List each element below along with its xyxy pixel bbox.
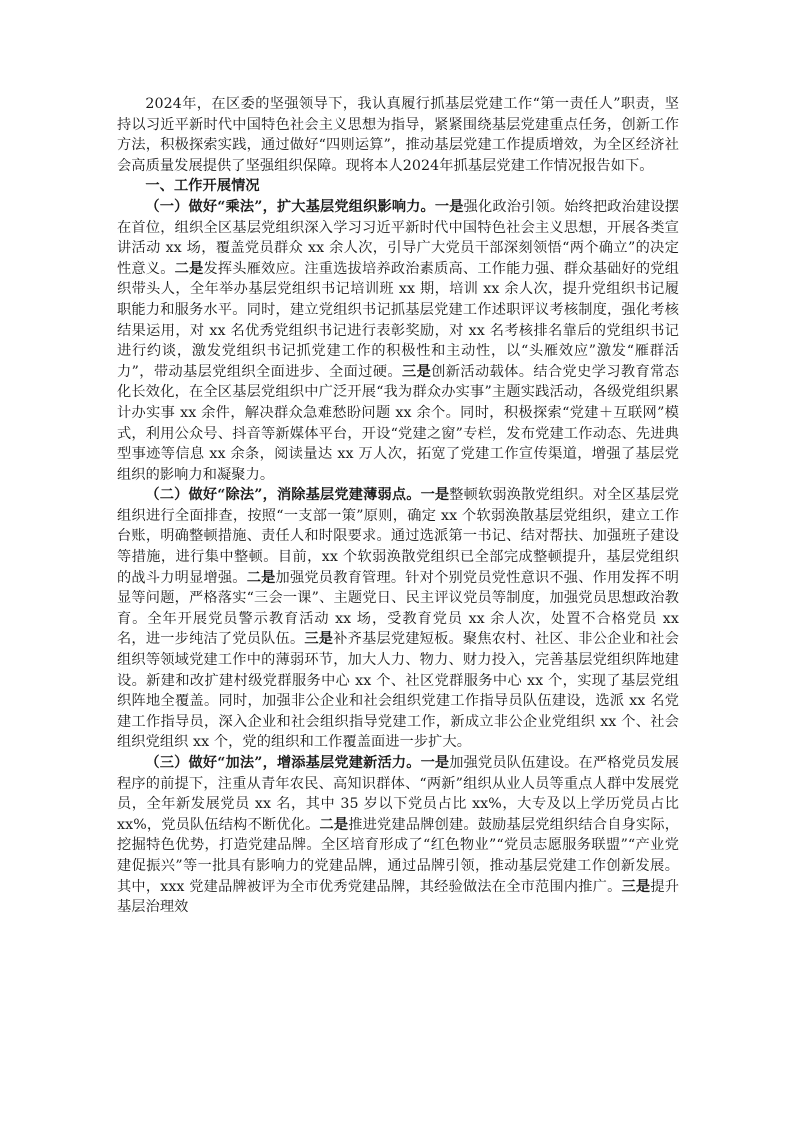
section-heading-work: 一、工作开展情况	[145, 178, 260, 195]
point-text: 加强党员队伍建设。在严格党员发展程序的前提下，注重从青年农民、高知识群体、“两新”组织从业人员等重点人群中发展党员，全年新发展党员 xx 名，其中 35 岁以下党员占比 xx%，大专及以上学历党员占比 xx%，党员队伍结构不断优化。	[117, 755, 680, 833]
paragraph-lead: （三）做好“加法”，增添基层党建新活力。	[145, 755, 421, 771]
paragraph-lead: （一）做好“乘法”，扩大基层党组织影响力。	[145, 198, 435, 215]
point-marker: 三是	[401, 363, 432, 380]
point-text: 提升基层治理效	[117, 878, 680, 916]
point-marker: 二是	[319, 816, 349, 833]
point-text: 加强党员教育管理。针对个别党员党性意识不强、作用发挥不明显等问题，严格落实“三会一课”、主题党日、民主评议党员等制度，加强党员思想政治教育。全年开展党员警示教育活动 xx 场，受教育党员 xx 余人次，处置不合格党员 xx 名，进一步纯洁了党员队伍。	[117, 569, 679, 648]
paragraph-multiplication	[117, 197, 679, 485]
point-marker: 三是	[621, 878, 651, 895]
point-marker: 三是	[304, 631, 334, 648]
point-text: 创新活动载体。结合党史学习教育常态化长效化，在全区基层党组织中广泛开展“我为群众办实事”主题实践活动，各级党组织累计办实事 xx 余件，解决群众急难愁盼问题 xx 余个。同时，积极探索“党建＋互联网”模式，利用公众号、抖音等新媒体平台，开设“党建之窗”专栏，发布党建工作动态、先进典型事迹等信息 xx 余条，阅读量达 xx 万人次，拓宽了党建工作宣传渠道，增强了基层党组织的影响力和凝聚力。	[117, 363, 680, 483]
point-text: 整顿软弱涣散党组织。对全区基层党组织进行全面排查，按照“一支部一策”原则，确定 xx 个软弱涣散基层党组织，建立工作台账，明确整顿措施、责任人和时限要求。通过选派第一书记、结对帮扶、加强班子建设等措施，进行集中整顿。目前，xx 个软弱涣散党组织已全部完成整顿提升，基层党组织的战斗力明显增强。	[117, 487, 680, 586]
document-page	[117, 94, 679, 918]
point-marker: 一是	[420, 487, 450, 504]
point-marker: 二是	[174, 260, 204, 277]
paragraph-lead: （二）做好“除法”，消除基层党建薄弱点。	[145, 487, 421, 504]
paragraph-division	[117, 485, 679, 753]
point-text: 发挥头雁效应。注重选拔培养政治素质高、工作能力强、群众基础好的党组织带头人，全年举办基层党组织书记培训班 xx 期，培训 xx 余人次，提升党组织书记履职能力和服务水平。同时，建立党组织书记抓基层党建工作述职评议考核制度，强化考核结果运用，对 xx 名优秀党组织书记进行表彰奖励，对 xx 名考核排名靠后的党组织书记进行约谈，激发党组织书记抓党建工作的积极性和主动性，以“头雁效应”激发“雁群活力”，带动基层党组织全面进步、全面过硬。	[117, 260, 679, 380]
point-text: 推进党建品牌创建。鼓励基层党组织结合自身实际，挖掘特色优势，打造党建品牌。全区培育形成了“红色物业”“党员志愿服务联盟”“产业党建促振兴”等一批具有影响力的党建品牌，通过品牌引领，推动基层党建工作创新发展。其中，xxx 党建品牌被评为全市优秀党建品牌，其经验做法在全市范围内推广。	[117, 816, 680, 895]
intro-paragraph: 2024年，在区委的坚强领导下，我认真履行抓基层党建工作“第一责任人”职责，坚持以习近平新时代中国特色社会主义思想为指导，紧紧围绕基层党建重点任务，创新工作方法，积极探索实践，通过做好“四则运算”，推动基层党建工作提质增效，为全区经济社会高质量发展提供了坚强组织保障。现将本人2024年抓基层党建工作情况报告如下。	[117, 96, 679, 174]
point-marker: 一是	[434, 198, 464, 215]
point-text: 补齐基层党建短板。聚焦农村、社区、非公企业和社会组织等领域党建工作中的薄弱环节，加大人力、物力、财力投入，完善基层党组织阵地建设。新建和改扩建村级党群服务中心 xx 个、社区党群服务中心 xx 个，实现了基层党组织阵地全覆盖。同时，加强非公企业和社会组织党建工作指导员队伍建设，选派 xx 名党建工作指导员，深入企业和社会组织指导党建工作，新成立非公企业党组织 xx 个、社会组织党组织 xx 个，党的组织和工作覆盖面进一步扩大。	[117, 631, 679, 751]
point-marker: 二是	[246, 569, 276, 586]
point-text: 强化政治引领。始终把政治建设摆在首位，组织全区基层党组织深入学习习近平新时代中国特色社会主义思想，开展各类宣讲活动 xx 场，覆盖党员群众 xx 余人次，引导广大党员干部深刻领悟“两个确立”的决定性意义。	[117, 198, 679, 277]
point-marker: 一是	[420, 755, 450, 771]
paragraph-addition	[117, 753, 679, 918]
